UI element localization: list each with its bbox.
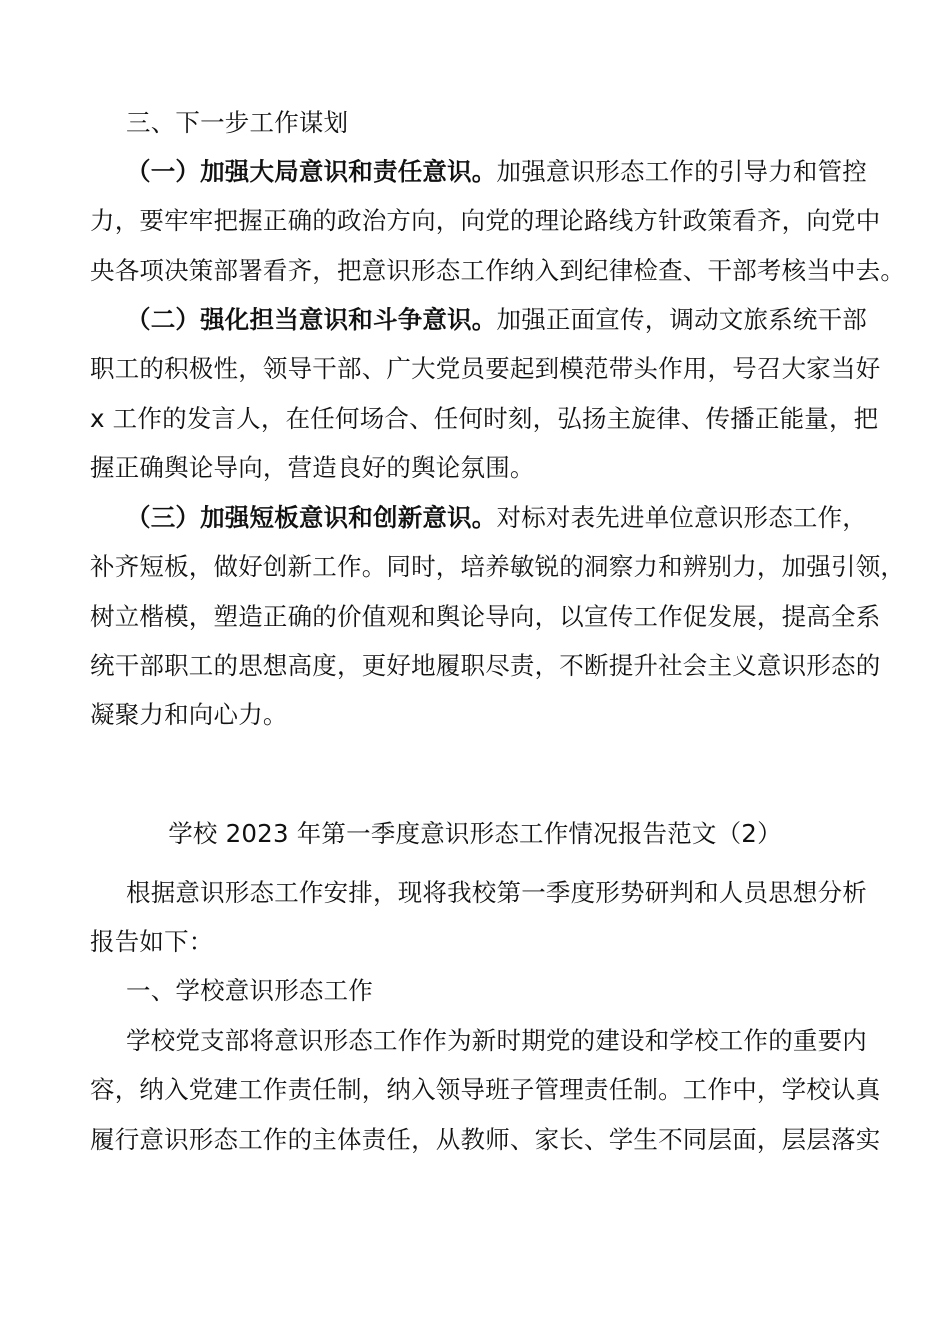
paragraph-3-first-line	[126, 503, 867, 533]
paragraph-1-line: 力，要牢牢把握正确的政治方向，向党的理论路线方针政策看齐，向党中	[90, 206, 881, 235]
intro-line: 报告如下：	[90, 927, 214, 956]
subsection-heading: 一、学校意识形态工作	[126, 976, 373, 1005]
paragraph-1-first-line	[126, 157, 867, 187]
paragraph-3-lead: （三）加强短板意识和创新意识。	[126, 503, 497, 532]
body-line: 履行意识形态工作的主体责任，从教师、家长、学生不同层面，层层落实	[90, 1125, 881, 1154]
paragraph-3-line: 统干部职工的思想高度，更好地履职尽责，不断提升社会主义意识形态的	[90, 651, 881, 680]
body-line: 容，纳入党建工作责任制，纳入领导班子管理责任制。工作中，学校认真	[90, 1075, 881, 1104]
paragraph-3-text: 对标对表先进单位意识形态工作，	[496, 503, 867, 532]
intro-line: 根据意识形态工作安排，现将我校第一季度形势研判和人员思想分析	[126, 878, 867, 907]
paragraph-3-line: 凝聚力和向心力。	[90, 700, 288, 729]
paragraph-2-first-line	[126, 305, 867, 335]
paragraph-1-line: 央各项决策部署看齐，把意识形态工作纳入到纪律检查、干部考核当中去。	[90, 256, 906, 285]
paragraph-1-lead: （一）加强大局意识和责任意识。	[126, 157, 497, 186]
paragraph-3-line: 树立楷模，塑造正确的价值观和舆论导向，以宣传工作促发展，提高全系	[90, 602, 881, 631]
paragraph-2-line: 职工的积极性，领导干部、广大党员要起到模范带头作用，号召大家当好	[90, 354, 881, 383]
paragraph-2-line: x 工作的发言人，在任何场合、任何时刻，弘扬主旋律、传播正能量，把	[90, 404, 879, 433]
paragraph-2-line: 握正确舆论导向，营造良好的舆论氛围。	[90, 453, 535, 482]
paragraph-2-lead: （二）强化担当意识和斗争意识。	[126, 305, 497, 334]
body-line: 学校党支部将意识形态工作作为新时期党的建设和学校工作的重要内	[126, 1026, 867, 1055]
section-heading: 三、下一步工作谋划	[126, 108, 349, 137]
paragraph-3-line: 补齐短板，做好创新工作。同时，培养敏锐的洞察力和辨别力，加强引领，	[90, 552, 906, 581]
paragraph-2-text: 加强正面宣传，调动文旅系统干部	[496, 305, 867, 334]
report-title: 学校 2023 年第一季度意识形态工作情况报告范文（2）	[168, 819, 782, 848]
paragraph-1-text: 加强意识形态工作的引导力和管控	[496, 157, 867, 186]
